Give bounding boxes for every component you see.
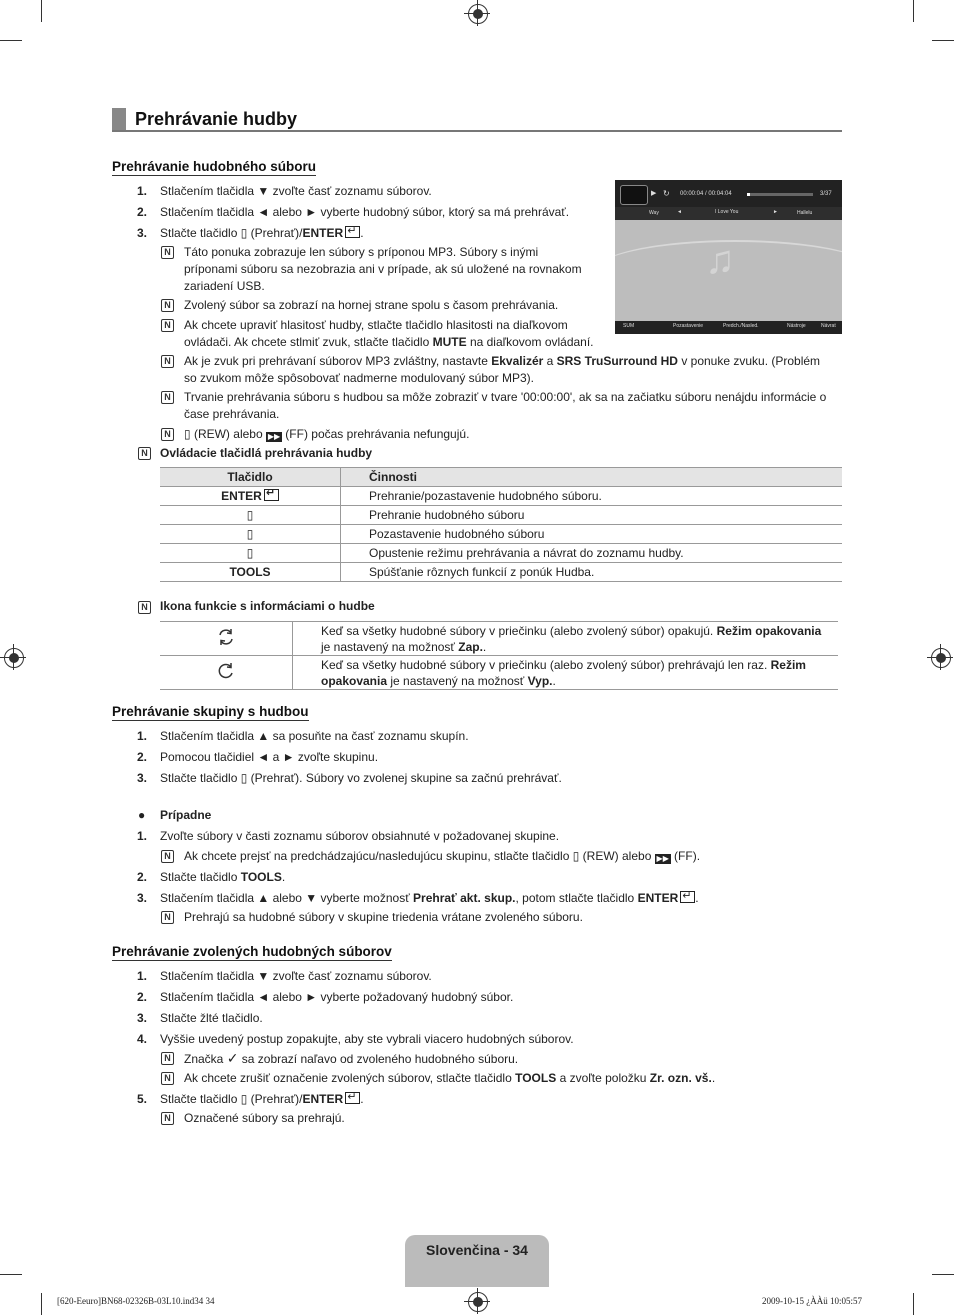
crop-mark bbox=[932, 1274, 954, 1275]
enter-icon bbox=[345, 1092, 360, 1104]
table-row: ▯ Opustenie režimu prehrávania a návrat do zoznamu hudby. bbox=[160, 544, 842, 563]
note-text: Značka ✓ sa zobrazí naľavo od zvoleného hudobného súboru. bbox=[184, 1050, 519, 1066]
note-icon: N bbox=[161, 1052, 174, 1065]
crop-mark bbox=[41, 0, 42, 22]
registration-mark-icon bbox=[468, 1292, 488, 1312]
crop-mark bbox=[913, 1293, 914, 1315]
note-text: Trvanie prehrávania súboru s hudbou sa môže zobraziť v tvare '00:00:00', ak sa na začiatku súboru nenájdu informácie o bbox=[184, 390, 827, 404]
title-marker bbox=[112, 108, 126, 130]
table-row: TOOLS Spúšťanie rôznych funkcií z ponúk Hudba. bbox=[160, 563, 842, 582]
note-text: Označené súbory sa prehrajú. bbox=[184, 1111, 345, 1125]
alt-label: Prípadne bbox=[160, 808, 212, 822]
note-text: Táto ponuka zobrazuje len súbory s príponou MP3. Súbory s inými bbox=[184, 245, 539, 259]
crop-mark bbox=[932, 40, 954, 41]
note-icon: N bbox=[161, 1112, 174, 1125]
repeat-icon: ↻ bbox=[663, 189, 670, 198]
play-icon: ▯ bbox=[240, 1092, 248, 1106]
title-rule bbox=[112, 130, 842, 132]
page-title: Prehrávanie hudby bbox=[135, 109, 298, 129]
note-text: Ak chcete prejsť na predchádzajúcu/nasledujúcu skupinu, stlačte tlačidlo ▯ (REW) alebo ▶▶ (FF). bbox=[184, 849, 701, 863]
note-text: čase prehrávania. bbox=[184, 407, 280, 421]
ff-icon: ▶▶ bbox=[267, 432, 281, 441]
note-icon: N bbox=[161, 299, 174, 312]
note-icon: N bbox=[161, 850, 174, 863]
pause-icon: ▯ bbox=[160, 525, 341, 544]
icon-table bbox=[160, 621, 838, 690]
section-heading: Prehrávanie skupiny s hudbou bbox=[112, 704, 309, 719]
play-icon: ▯ bbox=[160, 506, 341, 525]
note-text: Zvolený súbor sa zobrazí na hornej strane spolu s časom prehrávania. bbox=[184, 298, 559, 312]
step-text: Stlačením tlačidla ◄ alebo ► vyberte hudobný súbor, ktorý sa má prehrávať. bbox=[160, 205, 570, 219]
step-text: Stlačením tlačidla ▼ zvoľte časť zoznamu súborov. bbox=[160, 184, 432, 198]
table-row: ENTER↵ Prehranie/pozastavenie hudobného súboru. bbox=[160, 487, 842, 506]
repeat-all-icon bbox=[216, 627, 236, 647]
play-icon: ▯ bbox=[240, 771, 248, 785]
note-text: Prehrajú sa hudobné súbory v skupine triedenia vrátane zvoleného súboru. bbox=[184, 910, 583, 924]
note-text: ovládači. Ak chcete stlmiť zvuk, stlačte tlačidlo MUTE na diaľkovom ovládaní. bbox=[184, 335, 594, 349]
bullet-icon: ● bbox=[138, 808, 146, 822]
note-text: príponami súboru sa nezobrazia ani v prípade, ak sú uložené na rovnakom bbox=[184, 262, 582, 276]
control-table bbox=[160, 467, 842, 582]
table-caption: Ovládacie tlačidlá prehrávania hudby bbox=[160, 446, 373, 460]
table-row: Keď sa všetky hudobné súbory v priečinku (alebo zvolený súbor) opakujú. Režim opakovania je nastavený na možnosť Zap.. bbox=[160, 622, 838, 656]
note-text: Ak chcete upraviť hlasitosť hudby, stlačte tlačidlo hlasitosti na diaľkovom bbox=[184, 318, 568, 332]
note-icon: N bbox=[138, 447, 151, 460]
step-text: Stlačením tlačidla ▼ zvoľte časť zoznamu súborov. bbox=[160, 969, 432, 983]
note-text: Ak je zvuk pri prehrávaní súborov MP3 zvláštny, nastavte Ekvalizér a SRS TruSurround HD v ponuke zvuku. (Problém bbox=[184, 354, 821, 368]
note-icon: N bbox=[161, 1072, 174, 1085]
enter-icon bbox=[264, 489, 279, 501]
album-art-icon bbox=[620, 185, 648, 205]
music-note-icon: ♫ bbox=[705, 238, 735, 282]
step-text: Vyššie uvedený postup zopakujte, aby ste vybrali viacero hudobných súborov. bbox=[160, 1032, 574, 1046]
registration-mark-icon bbox=[4, 648, 24, 668]
enter-icon bbox=[345, 226, 360, 238]
note-icon: N bbox=[138, 601, 151, 614]
ff-icon: ▶▶ bbox=[656, 854, 669, 863]
note-text: Ak chcete zrušiť označenie zvolených súborov, stlačte tlačidlo TOOLS a zvoľte položku Zr. ozn. vš.. bbox=[184, 1071, 716, 1085]
page-number: Slovenčina - 34 bbox=[426, 1242, 528, 1258]
table-row: Keď sa všetky hudobné súbory v priečinku (alebo zvolený súbor) prehrávajú len raz. Režim opakovania je nastavený na možnosť Vyp.. bbox=[160, 656, 838, 690]
rew-icon: ▯ bbox=[184, 427, 191, 441]
table-row: ▯ Pozastavenie hudobného súboru bbox=[160, 525, 842, 544]
step-text: Stlačte tlačidlo ▯ (Prehrať)/ENTER↵ . bbox=[160, 1091, 364, 1108]
rew-icon: ▯ bbox=[572, 849, 580, 863]
crop-mark bbox=[0, 1274, 22, 1275]
note-text: ▯ (REW) alebo ▶▶ (FF) počas prehrávania nefungujú. bbox=[184, 427, 470, 441]
right-arrow-icon: ► bbox=[773, 209, 778, 215]
table-header: Tlačidlo bbox=[160, 468, 341, 487]
step-text: Stlačte tlačidlo ▯ (Prehrať). Súbory vo zvolenej skupine sa začnú prehrávať. bbox=[160, 771, 562, 785]
registration-mark-icon bbox=[931, 648, 951, 668]
enter-icon bbox=[680, 891, 695, 903]
print-info-right: 2009-10-15 ¿ÀÀü 10:05:57 bbox=[762, 1296, 862, 1306]
step-text: Stlačením tlačidla ▲ alebo ▼ vyberte možnosť Prehrať akt. skup., potom stlačte tlačidlo ENTER↵ . bbox=[160, 890, 699, 907]
crop-mark bbox=[0, 40, 22, 41]
crop-mark bbox=[41, 1293, 42, 1315]
step-text: Pomocou tlačidiel ◄ a ► zvoľte skupinu. bbox=[160, 750, 379, 764]
table-header: Činnosti bbox=[341, 468, 843, 487]
note-icon: N bbox=[161, 911, 174, 924]
note-text: zariadení USB. bbox=[184, 279, 265, 293]
note-icon: N bbox=[161, 391, 174, 404]
play-icon: ▶ bbox=[651, 190, 657, 197]
music-player-screenshot: ▶ ↻ 00:00:04 / 00:04:04 3/37 Way ◄ I Love You ► Hallelu ♫ SUM Pozastavenie Predch./Nasled. Nástroje Návrat bbox=[615, 180, 842, 334]
left-arrow-icon: ◄ bbox=[677, 209, 682, 215]
step-text: Stlačte tlačidlo TOOLS. bbox=[160, 870, 286, 884]
track-count: 3/37 bbox=[820, 191, 832, 197]
step-text: Stlačením tlačidla ◄ alebo ► vyberte požadovaný hudobný súbor. bbox=[160, 990, 514, 1004]
note-icon: N bbox=[161, 319, 174, 332]
step-text: Stlačením tlačidla ▲ sa posuňte na časť zoznamu skupín. bbox=[160, 729, 469, 743]
stop-icon: ▯ bbox=[160, 544, 341, 563]
section-heading: Prehrávanie zvolených hudobných súborov bbox=[112, 944, 392, 959]
note-text: so zvukom môže spôsobovať nadmerne modulovaný súbor MP3). bbox=[184, 371, 535, 385]
note-icon: N bbox=[161, 246, 174, 259]
step-text: Stlačte tlačidlo ▯ (Prehrať)/ENTER↵ . bbox=[160, 225, 364, 242]
step-text: Zvoľte súbory v časti zoznamu súborov obsiahnuté v požadovanej skupine. bbox=[160, 829, 560, 843]
crop-mark bbox=[913, 0, 914, 22]
section-heading: Prehrávanie hudobného súboru bbox=[112, 159, 317, 174]
print-info-left: [620-Eeuro]BN68-02326B-03L10.ind34 34 bbox=[57, 1296, 215, 1306]
note-icon: N bbox=[161, 428, 174, 441]
checkmark-icon: ✓ bbox=[226, 1050, 239, 1066]
step-text: Stlačte žlté tlačidlo. bbox=[160, 1011, 263, 1025]
progress-bar bbox=[747, 193, 813, 196]
play-time: 00:00:04 / 00:04:04 bbox=[680, 191, 732, 197]
table-row: ▯ Prehranie hudobného súboru bbox=[160, 506, 842, 525]
repeat-off-icon bbox=[216, 661, 236, 681]
table-caption: Ikona funkcie s informáciami o hudbe bbox=[160, 599, 375, 613]
note-icon: N bbox=[161, 355, 174, 368]
registration-mark-icon bbox=[468, 4, 488, 24]
play-icon: ▯ bbox=[240, 226, 248, 240]
